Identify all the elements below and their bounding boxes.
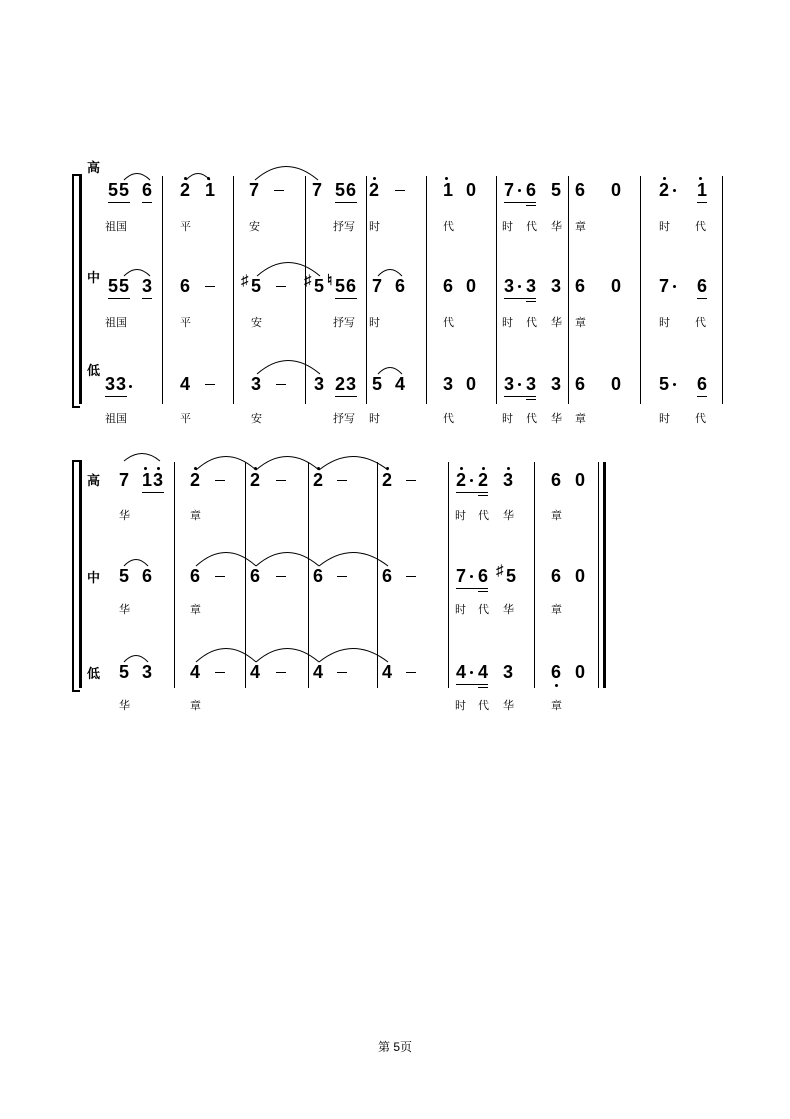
note: 6 (180, 276, 191, 296)
note: 4 (456, 662, 467, 682)
extension-dash (274, 190, 284, 191)
note: 3 (116, 374, 127, 394)
note-underline (105, 396, 127, 397)
note: 4 (190, 662, 201, 682)
barline (448, 462, 449, 688)
lyric: 章 (190, 700, 201, 712)
voice-label-low: 低 (87, 666, 101, 681)
note: 6 (250, 566, 261, 586)
slur (256, 649, 319, 663)
octave-dot-below (555, 684, 558, 687)
extension-dash (406, 576, 416, 577)
extension-dash (395, 190, 405, 191)
note: 0 (575, 662, 586, 682)
note: 3 (105, 374, 116, 394)
barline (366, 176, 367, 404)
page-footer: 第 5页 (377, 1040, 412, 1054)
note: 3 (346, 374, 357, 394)
note-underline (335, 202, 357, 203)
note-underline (142, 298, 152, 299)
note-underline (456, 684, 488, 685)
rhythm-dot (470, 671, 473, 674)
note: 4 (180, 374, 191, 394)
lyric: 祖国 (105, 413, 127, 425)
voice-label-low: 低 (87, 363, 101, 378)
note: 5 (551, 180, 562, 200)
note: 0 (611, 180, 622, 200)
extension-dash (276, 672, 286, 673)
voice-label-high: 高 (87, 473, 101, 488)
note-underline (504, 298, 536, 299)
lyric: 华 (551, 221, 562, 233)
note: 7 (504, 180, 515, 200)
note-underline (142, 202, 152, 203)
barline (640, 176, 641, 404)
lyric: 章 (190, 510, 201, 522)
lyric: 平 (180, 317, 191, 329)
natural-icon: ♮ (327, 272, 333, 289)
barline (598, 462, 599, 688)
note: 7 (249, 180, 260, 200)
note: 6 (346, 276, 357, 296)
lyric: 代 (478, 700, 489, 712)
voice-label-mid: 中 (87, 570, 101, 585)
slur (196, 649, 256, 663)
barline (534, 462, 535, 688)
note: 6 (551, 470, 562, 490)
octave-dot (460, 467, 463, 470)
lyric: 章 (575, 413, 586, 425)
lyric: 华 (503, 510, 514, 522)
note: 5 (108, 180, 119, 200)
note: 6 (575, 180, 586, 200)
lyric: 时 (369, 413, 380, 425)
note: 6 (551, 662, 562, 682)
rhythm-dot (518, 189, 521, 192)
lyric: 章 (551, 510, 562, 522)
barline (377, 462, 378, 688)
rhythm-dot (673, 285, 676, 288)
barline (245, 462, 246, 688)
note: 6 (551, 566, 562, 586)
octave-dot (144, 467, 147, 470)
lyric: 华 (503, 700, 514, 712)
note: 5 (314, 276, 325, 296)
barline (496, 176, 497, 404)
note: 2 (250, 470, 261, 490)
barline (426, 176, 427, 404)
lyric: 华 (503, 604, 514, 616)
octave-dot (373, 177, 376, 180)
sharp-icon: ♯ (241, 272, 249, 289)
barline (722, 176, 723, 404)
lyric: 代 (526, 413, 537, 425)
note: 4 (478, 662, 489, 682)
lyric: 平 (180, 413, 191, 425)
note: 2 (456, 470, 467, 490)
barline (568, 176, 569, 404)
lyric: 祖国 (105, 317, 127, 329)
note: 2 (478, 470, 489, 490)
octave-dot (482, 467, 485, 470)
note: 6 (478, 566, 489, 586)
rhythm-dot (518, 383, 521, 386)
lyric: 华 (119, 510, 130, 522)
extension-dash (406, 480, 416, 481)
slur (256, 457, 319, 471)
voice-label-mid: 中 (87, 270, 101, 285)
extension-dash (276, 286, 286, 287)
barline (233, 176, 234, 404)
note: 2 (369, 180, 380, 200)
note: 5 (108, 276, 119, 296)
note: 6 (313, 566, 324, 586)
octave-dot (254, 467, 257, 470)
note: 6 (382, 566, 393, 586)
voice-label-high: 高 (87, 160, 101, 175)
note-underline (335, 298, 357, 299)
slur (255, 167, 318, 181)
note: 6 (526, 180, 537, 200)
lyric: 安 (249, 221, 260, 233)
note-underline (108, 298, 130, 299)
note: 0 (611, 374, 622, 394)
final-barline (603, 462, 606, 688)
note-underline (504, 396, 536, 397)
octave-dot (507, 467, 510, 470)
barline (308, 462, 309, 688)
note: 6 (142, 566, 153, 586)
extension-dash (337, 576, 347, 577)
note-underline (456, 492, 488, 493)
note: 2 (382, 470, 393, 490)
note: 4 (250, 662, 261, 682)
note: 0 (466, 180, 477, 200)
octave-dot (184, 177, 187, 180)
note: 6 (190, 566, 201, 586)
lyric: 代 (526, 317, 537, 329)
note: 6 (697, 374, 708, 394)
note: 5 (335, 180, 346, 200)
note: 7 (372, 276, 383, 296)
note: 2 (335, 374, 346, 394)
extension-dash (205, 384, 215, 385)
note-underline (456, 588, 488, 589)
note: 3 (526, 374, 537, 394)
note: 2 (659, 180, 670, 200)
note: 3 (142, 276, 153, 296)
rhythm-dot (673, 189, 676, 192)
octave-dot (699, 177, 702, 180)
extension-dash (276, 480, 286, 481)
lyric: 华 (551, 413, 562, 425)
note: 3 (504, 276, 515, 296)
note: 3 (551, 374, 562, 394)
note: 3 (503, 470, 514, 490)
note: 5 (251, 276, 262, 296)
note: 7 (312, 180, 323, 200)
lyric: 代 (478, 510, 489, 522)
rhythm-dot (518, 285, 521, 288)
lyric: 华 (119, 700, 130, 712)
lyric: 时 (502, 317, 513, 329)
lyric: 抒写 (333, 413, 355, 425)
lyric: 时 (659, 317, 670, 329)
lyric: 抒写 (333, 317, 355, 329)
rhythm-dot (129, 385, 132, 388)
note-underline (526, 399, 536, 400)
note: 5 (119, 276, 130, 296)
lyric: 安 (251, 413, 262, 425)
note: 4 (382, 662, 393, 682)
note: 5 (119, 180, 130, 200)
octave-dot (207, 177, 210, 180)
note: 5 (372, 374, 383, 394)
lyric: 时 (369, 317, 380, 329)
lyric: 代 (478, 604, 489, 616)
sharp-icon: ♯ (304, 272, 312, 289)
octave-dot (157, 467, 160, 470)
lyric: 代 (695, 413, 706, 425)
extension-dash (276, 576, 286, 577)
octave-dot (445, 177, 448, 180)
lyric: 时 (455, 510, 466, 522)
note: 3 (526, 276, 537, 296)
lyric: 祖国 (105, 221, 127, 233)
note: 7 (119, 470, 130, 490)
lyric: 时 (659, 413, 670, 425)
note: 4 (395, 374, 406, 394)
system-start-bar (79, 460, 82, 688)
note: 3 (443, 374, 454, 394)
slur (257, 361, 320, 375)
note: 3 (504, 374, 515, 394)
note: 0 (575, 470, 586, 490)
lyric: 代 (695, 221, 706, 233)
note-underline (697, 298, 707, 299)
note: 0 (466, 374, 477, 394)
lyric: 时 (455, 700, 466, 712)
lyric: 代 (443, 221, 454, 233)
slur (256, 553, 319, 567)
lyric: 时 (502, 413, 513, 425)
lyric: 时 (455, 604, 466, 616)
barline (305, 176, 306, 404)
note: 2 (180, 180, 191, 200)
note-underline (142, 492, 164, 493)
lyric: 章 (551, 700, 562, 712)
lyric: 抒写 (333, 221, 355, 233)
note: 2 (190, 470, 201, 490)
note: 5 (119, 662, 130, 682)
note-underline (478, 591, 488, 592)
slur (196, 553, 256, 567)
lyric: 代 (526, 221, 537, 233)
note-underline (478, 495, 488, 496)
note-underline (697, 396, 707, 397)
note-underline (526, 205, 536, 206)
lyric: 时 (659, 221, 670, 233)
lyric: 平 (180, 221, 191, 233)
extension-dash (215, 480, 225, 481)
note-underline (697, 202, 707, 203)
note: 6 (575, 374, 586, 394)
note: 6 (697, 276, 708, 296)
lyric: 时 (369, 221, 380, 233)
lyric: 章 (575, 317, 586, 329)
note: 5 (506, 566, 517, 586)
lyric: 章 (551, 604, 562, 616)
note: 6 (443, 276, 454, 296)
note: 5 (119, 566, 130, 586)
extension-dash (215, 576, 225, 577)
note: 4 (313, 662, 324, 682)
note: 2 (313, 470, 324, 490)
rhythm-dot (673, 383, 676, 386)
rhythm-dot (470, 575, 473, 578)
note: 3 (153, 470, 164, 490)
lyric: 华 (119, 604, 130, 616)
lyric: 华 (551, 317, 562, 329)
note-underline (526, 301, 536, 302)
extension-dash (406, 672, 416, 673)
extension-dash (276, 384, 286, 385)
note: 1 (142, 470, 153, 490)
octave-dot (386, 467, 389, 470)
extension-dash (337, 672, 347, 673)
note-underline (108, 202, 130, 203)
note: 0 (611, 276, 622, 296)
lyric: 代 (443, 413, 454, 425)
note: 6 (142, 180, 153, 200)
note-underline (504, 202, 536, 203)
lyric: 安 (251, 317, 262, 329)
system-start-bar (79, 174, 82, 404)
sharp-icon: ♯ (496, 562, 504, 579)
note: 5 (335, 276, 346, 296)
note: 0 (575, 566, 586, 586)
extension-dash (215, 672, 225, 673)
slur (124, 454, 160, 462)
octave-dot (194, 467, 197, 470)
note: 6 (346, 180, 357, 200)
extension-dash (337, 480, 347, 481)
note: 1 (205, 180, 216, 200)
octave-dot (663, 177, 666, 180)
barline (174, 462, 175, 688)
note: 1 (443, 180, 454, 200)
note-underline (335, 396, 357, 397)
note: 7 (456, 566, 467, 586)
note: 6 (575, 276, 586, 296)
note: 6 (395, 276, 406, 296)
note: 3 (503, 662, 514, 682)
note: 5 (659, 374, 670, 394)
note: 3 (142, 662, 153, 682)
note: 3 (251, 374, 262, 394)
lyric: 代 (695, 317, 706, 329)
note: 7 (659, 276, 670, 296)
slur (196, 457, 256, 471)
lyric: 代 (443, 317, 454, 329)
lyric: 章 (575, 221, 586, 233)
note-underline (478, 687, 488, 688)
note: 3 (314, 374, 325, 394)
note: 1 (697, 180, 708, 200)
octave-dot (317, 467, 320, 470)
lyric: 章 (190, 604, 201, 616)
note: 0 (466, 276, 477, 296)
extension-dash (205, 286, 215, 287)
barline (162, 176, 163, 404)
note: 3 (551, 276, 562, 296)
lyric: 时 (502, 221, 513, 233)
rhythm-dot (470, 479, 473, 482)
